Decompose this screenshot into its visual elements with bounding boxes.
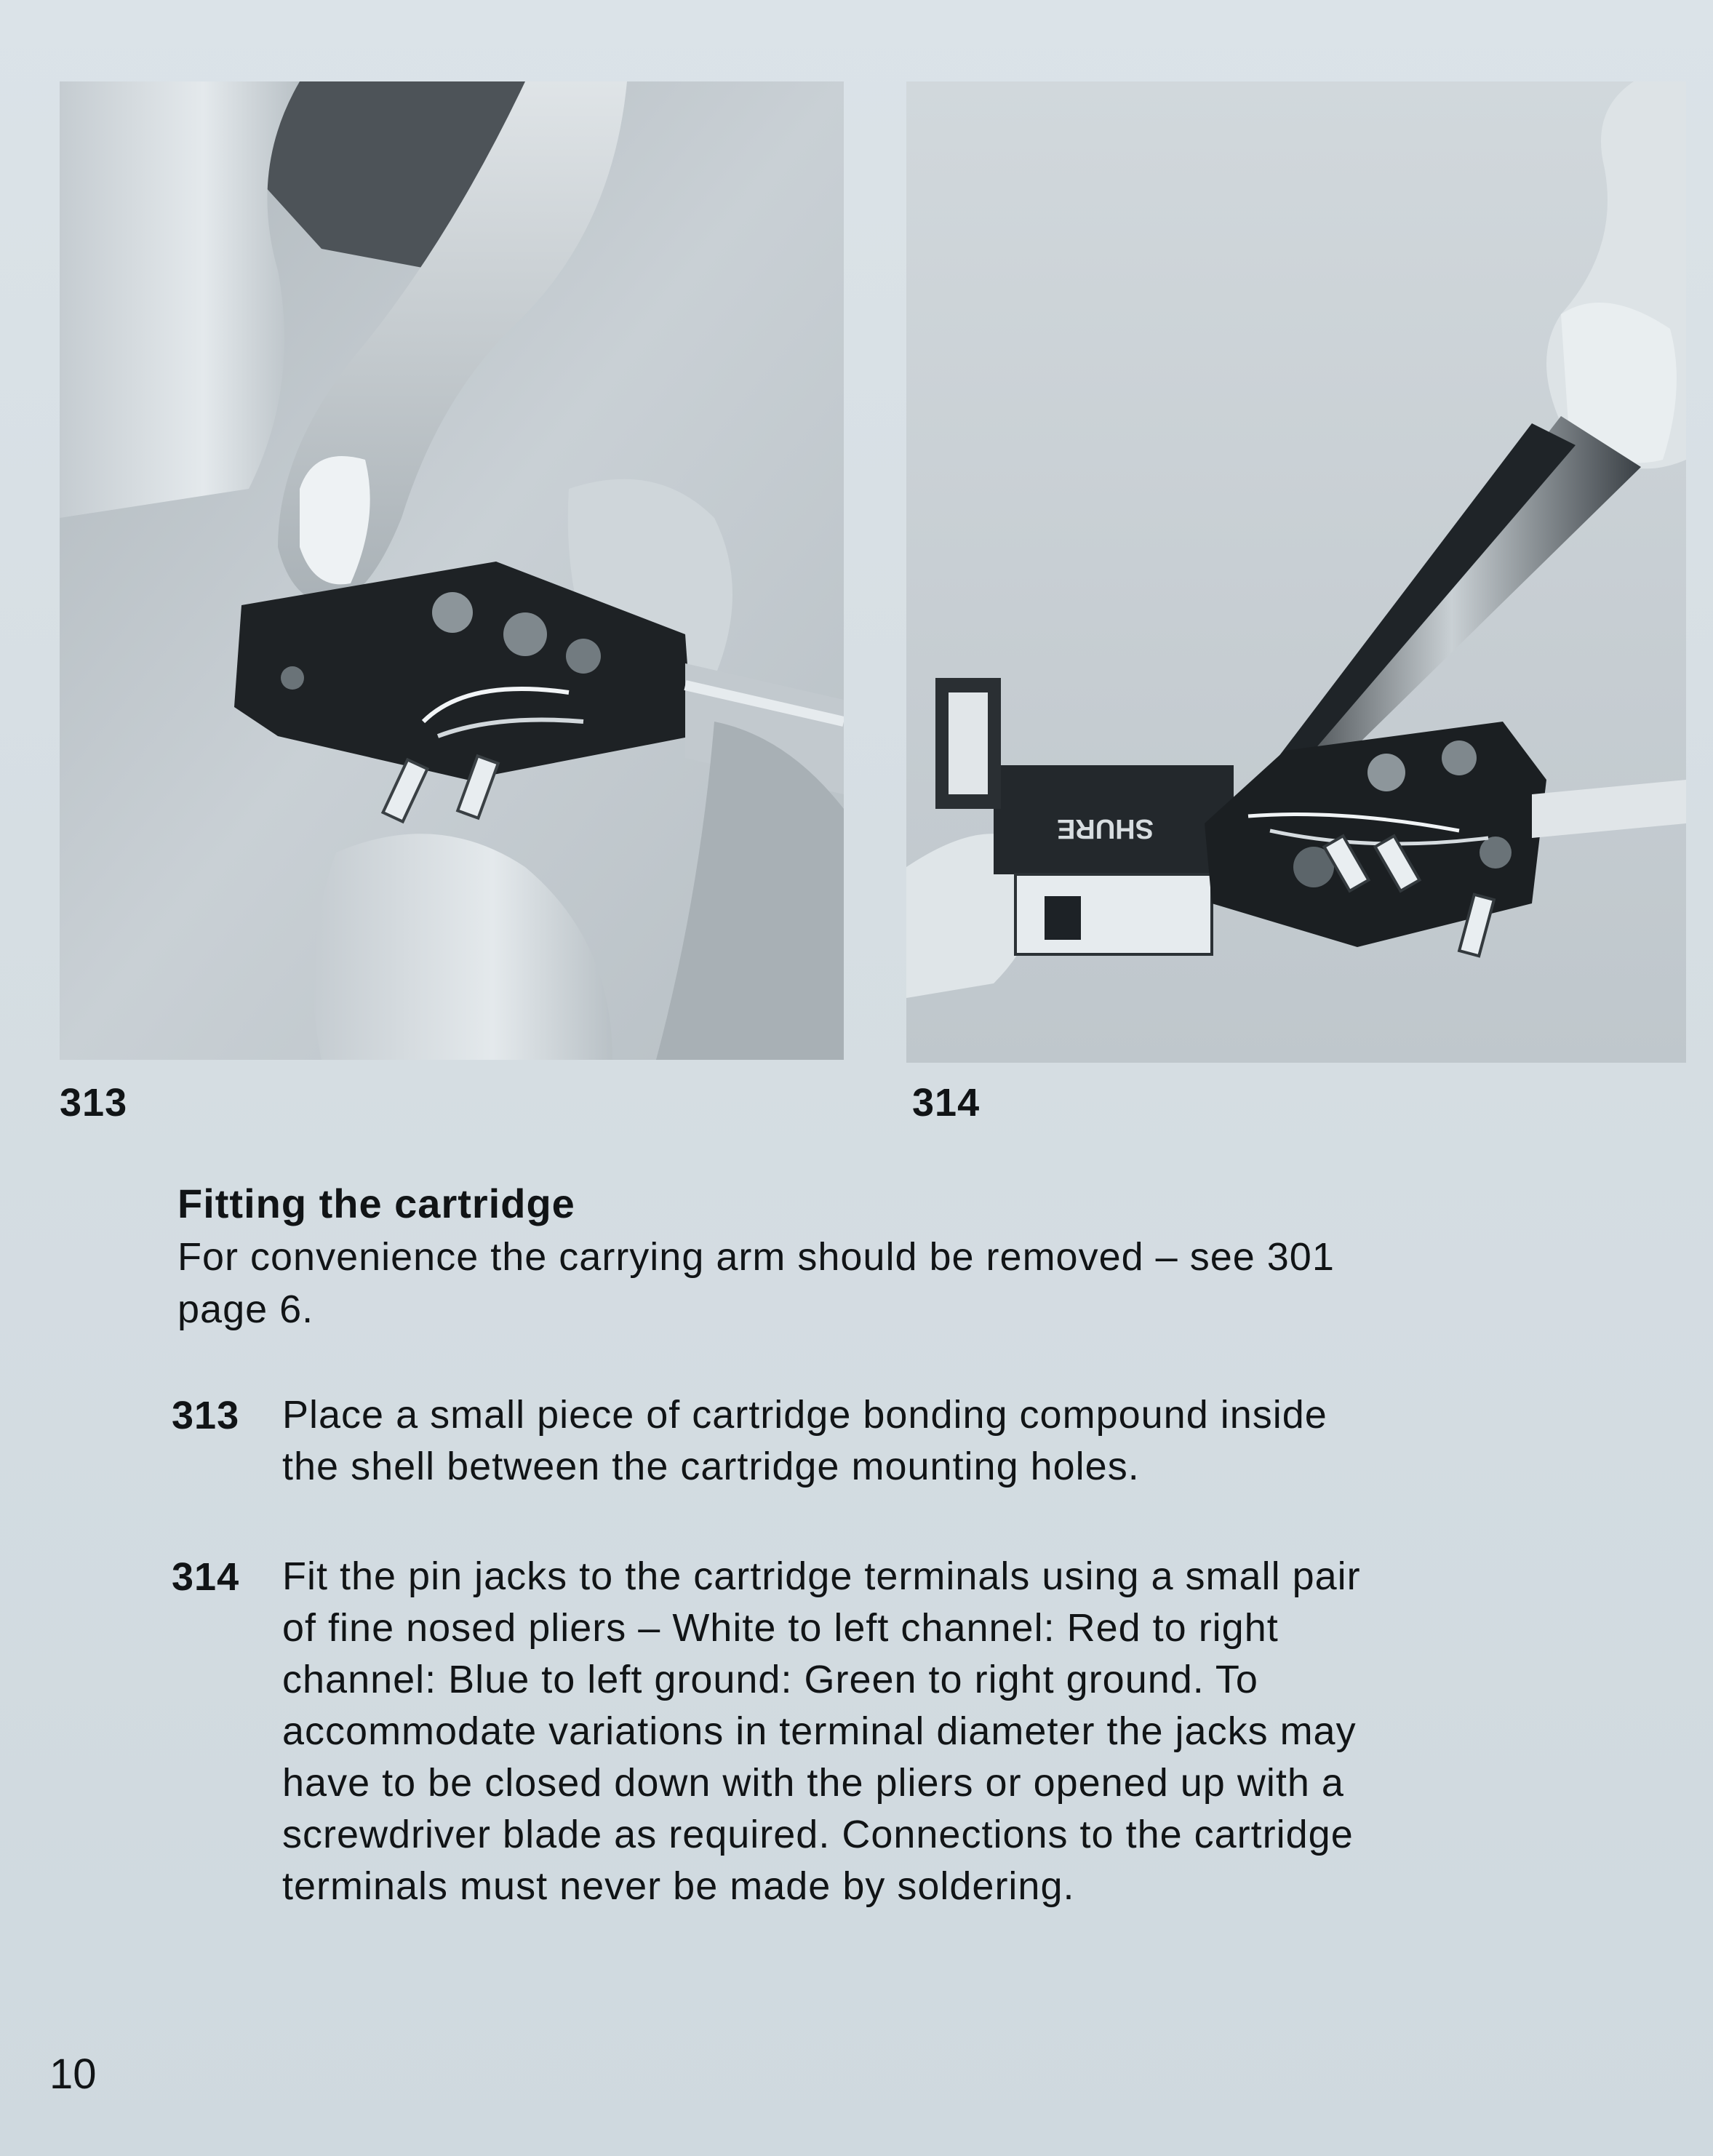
intro-line: For convenience the carrying arm should be removed – see 301 [177,1235,1335,1279]
step-text [282,1389,1327,1493]
section-heading: Fitting the cartridge [177,1181,575,1226]
step-number: 314 [172,1555,240,1599]
step-line: Fit the pin jacks to the cartridge terminals using a small pair [282,1554,1361,1598]
step-line: have to be closed down with the pliers or opened up with a [282,1761,1344,1805]
section-intro [177,1231,1560,1335]
step-line: terminals must never be made by soldering. [282,1864,1075,1908]
photo-314-tweezers-cartridge [906,81,1686,1063]
step-line: channel: Blue to left ground: Green to right ground. To [282,1658,1258,1701]
step-text [282,1551,1361,1912]
step-line: accommodate variations in terminal diameter the jacks may [282,1709,1357,1753]
step-line: the shell between the cartridge mounting holes. [282,1445,1140,1488]
photo-313-illustration [60,81,844,1060]
step-number: 313 [172,1394,240,1437]
step-line: Place a small piece of cartridge bonding compound inside [282,1393,1327,1437]
intro-line: page 6. [177,1287,314,1331]
shure-label: SHURE [1056,813,1154,844]
step-line: screwdriver blade as required. Connections to the cartridge [282,1813,1354,1856]
figure-number-314: 314 [912,1081,981,1125]
step-line: of fine nosed pliers – White to left channel: Red to right [282,1606,1279,1650]
figure-number-313: 313 [60,1081,128,1125]
photo-314-illustration [906,81,1686,1063]
page-number: 10 [49,2051,97,2098]
photo-313-headshell-in-fingers [60,81,844,1060]
